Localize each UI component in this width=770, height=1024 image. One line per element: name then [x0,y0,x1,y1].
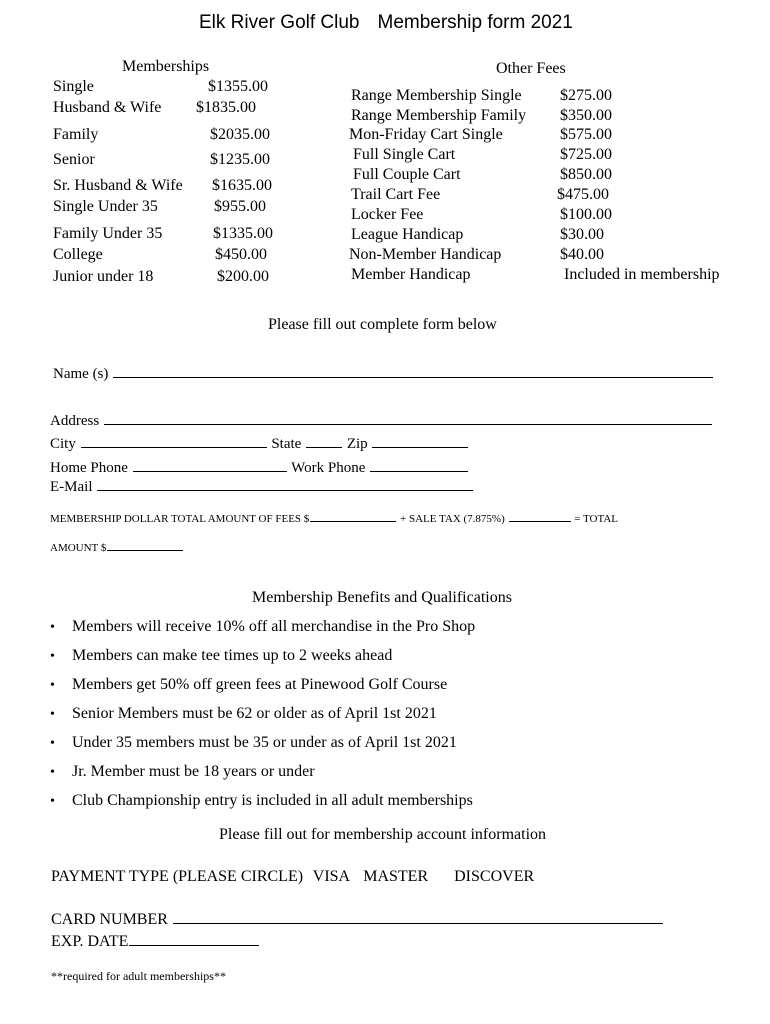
membership-price-single-under-35: $955.00 [214,198,266,215]
membership-price-senior: $1235.00 [210,151,270,168]
address-label: Address [50,413,100,429]
exp-date-field[interactable] [129,932,259,946]
form-name: Membership form 2021 [377,12,573,33]
total-label: = TOTAL [574,513,618,525]
membership-price-family-under-35: $1335.00 [213,225,273,242]
membership-name-single-under-35: Single Under 35 [53,198,158,215]
membership-price-husband-wife: $1835.00 [196,99,256,116]
fee-name-full-single-cart: Full Single Cart [353,146,456,163]
membership-name-family-under-35: Family Under 35 [53,225,163,242]
fee-name-mon-friday-cart: Mon-Friday Cart Single [349,126,503,143]
city-label: City [50,436,76,452]
fees-amount-field[interactable] [310,510,396,522]
address-field[interactable] [104,411,712,425]
fee-name-range-single: Range Membership Single [351,87,522,104]
name-row [53,364,714,383]
benefit-item: Senior Members must be 62 or older as of April 1st 2021 [72,705,437,722]
home-phone-field[interactable] [133,458,287,472]
membership-name-sr-husband-wife: Sr. Husband & Wife [53,177,183,194]
payment-type-label: PAYMENT TYPE (PLEASE CIRCLE) [51,868,304,885]
membership-name-husband-wife: Husband & Wife [53,99,162,116]
name-label: Name (s) [53,366,109,382]
fee-price-full-couple-cart: $850.00 [560,166,612,183]
master-option[interactable]: MASTER [363,868,429,885]
benefit-item: Members will receive 10% off all merchandise in the Pro Shop [72,618,476,635]
fee-price-member-handicap: Included in membership [564,266,720,283]
bullet-icon: • [50,707,55,722]
card-number-label: CARD NUMBER [51,911,168,928]
benefits-heading: Membership Benefits and Qualifications [252,589,512,606]
payment-instruction: Please fill out for membership account information [219,826,547,843]
page-title [199,12,573,34]
email-row [50,477,474,496]
fee-price-league-handicap: $30.00 [560,226,604,243]
city-state-zip-row [50,434,469,453]
membership-name-junior: Junior under 18 [53,268,154,285]
membership-price-college: $450.00 [215,246,267,263]
tax-amount-field[interactable] [509,510,571,522]
state-label: State [271,436,302,452]
address-row [50,411,713,430]
email-field[interactable] [97,477,473,491]
discover-option[interactable]: DISCOVER [454,868,535,885]
form-instruction: Please fill out complete form below [268,316,497,333]
fee-price-range-family: $350.00 [560,107,612,124]
name-field[interactable] [113,364,713,378]
bullet-icon: • [50,620,55,635]
fee-price-full-single-cart: $725.00 [560,146,612,163]
footnote: **required for adult memberships** [51,969,226,983]
benefit-item: Members get 50% off green fees at Pinewood Golf Course [72,676,448,693]
exp-date-label: EXP. DATE [51,933,129,950]
state-field[interactable] [306,434,342,448]
fee-name-locker: Locker Fee [351,206,424,223]
club-name: Elk River Golf Club [199,12,360,33]
card-number-field[interactable] [173,910,663,924]
tax-label: + SALE TAX (7.875%) [400,513,505,525]
visa-option[interactable]: VISA [312,868,350,885]
membership-name-college: College [53,246,103,263]
memberships-heading: Memberships [122,58,210,75]
zip-field[interactable] [372,434,468,448]
email-label: E-Mail [50,479,93,495]
total-amount-field[interactable] [107,539,183,551]
fee-name-range-family: Range Membership Family [351,107,527,124]
fee-name-full-couple-cart: Full Couple Cart [353,166,461,183]
benefit-item: Club Championship entry is included in all adult memberships [72,792,473,809]
fee-name-trail-cart: Trail Cart Fee [351,186,441,203]
fee-name-non-member-handicap: Non-Member Handicap [349,246,502,263]
bullet-icon: • [50,794,55,809]
city-field[interactable] [81,434,267,448]
benefit-item: Jr. Member must be 18 years or under [72,763,315,780]
benefit-item: Under 35 members must be 35 or under as of April 1st 2021 [72,734,457,751]
work-phone-label: Work Phone [291,460,366,476]
membership-price-junior: $200.00 [217,268,269,285]
card-number-row [51,910,664,929]
dues-row [50,510,618,525]
fee-name-league-handicap: League Handicap [351,226,464,243]
fee-price-range-single: $275.00 [560,87,612,104]
bullet-icon: • [50,736,55,751]
bullet-icon: • [50,678,55,693]
membership-price-single: $1355.00 [208,78,268,95]
membership-name-family: Family [53,126,99,143]
dues-label: MEMBERSHIP DOLLAR TOTAL AMOUNT OF FEES $ [50,513,310,525]
home-phone-label: Home Phone [50,460,128,476]
amount-row [50,539,184,554]
exp-date-row [51,932,260,951]
bullet-icon: • [50,765,55,780]
bullet-icon: • [50,649,55,664]
zip-label: Zip [346,436,368,452]
membership-price-sr-husband-wife: $1635.00 [212,177,272,194]
membership-name-senior: Senior [53,151,95,168]
fee-price-non-member-handicap: $40.00 [560,246,604,263]
membership-price-family: $2035.00 [210,126,270,143]
fee-price-locker: $100.00 [560,206,612,223]
amount-label: AMOUNT $ [50,542,107,554]
fee-price-trail-cart: $475.00 [557,186,609,203]
fee-name-member-handicap: Member Handicap [351,266,471,283]
fee-price-mon-friday-cart: $575.00 [560,126,612,143]
other-fees-heading: Other Fees [496,60,566,77]
benefit-item: Members can make tee times up to 2 weeks ahead [72,647,393,664]
membership-name-single: Single [53,78,94,95]
phone-row [50,458,469,477]
payment-type-row [51,868,534,886]
work-phone-field[interactable] [370,458,468,472]
